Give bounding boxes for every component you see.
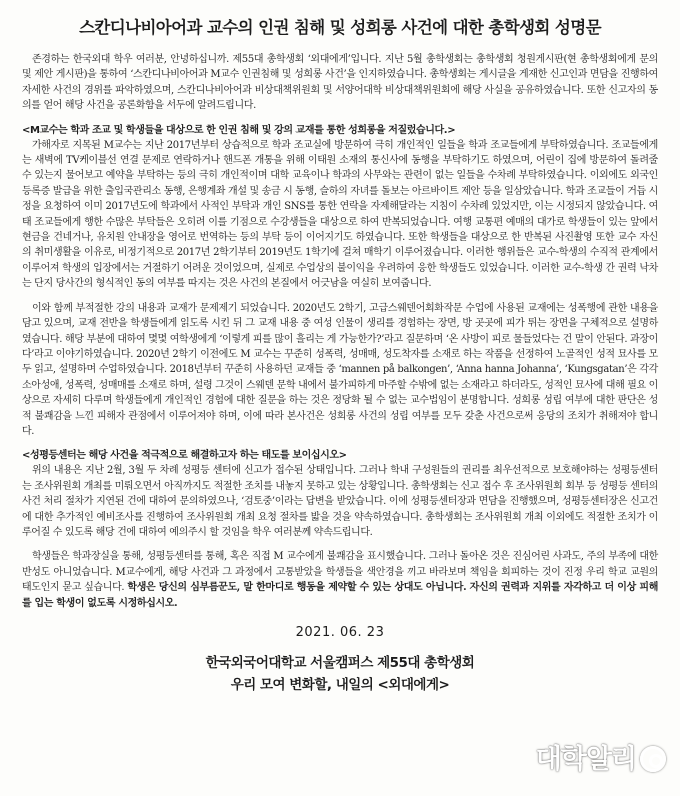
daehakalli-logo-icon (640, 746, 666, 772)
watermark-text: 대학알리 (535, 744, 636, 775)
signature-slogan: 우리 모여 변화할, 내일의 <외대에게> (230, 677, 450, 693)
section2-paragraph-2 (22, 549, 658, 611)
section1-paragraph-2: 이와 함께 부적절한 강의 내용과 교재가 문제제기 되었습니다. 2020년도 2학기, 고급스웨덴어회화작문 수업에 사용된 교재에는 성폭행에 관한 내용을 담고 있으며, 교재 전반을 학생들에게 읽도록 시킨 뒤 그 교재 내용 중 여성 인물이 생리를 경험하는 장면, 방 곳곳에 피가 튀는 장면을 구체적으로 설명하였습니다. 해당 부분에 대하여 몇몇 여학생에게 ‘이렇게 피를 많이 흘리는 게 가능한가?’라고 질문하며 ‘온 사방이 피로 물들었다는 건 말이 안된다. 과장이다’라고 이야기하였습니다. 2020년 2학기 이전에도 M 교수는 꾸준히 성폭력, 성매매, 성도착자를 소재로 하는 작품을 선정하여 노골적인 성적 묘사를 모두 읽고, 설명하며 수업하였습니다. 2018년부터 꾸준히 사용하던 교재들 중 ‘mannen på balkongen’, ‘Anna hanna Johanna’, ‘Kungsgatan’은 각각 소아성애, 성폭력, 성매매를 소재로 하며, 설령 그것이 스웨덴 문학 내에서 불가피하게 마주할 수밖에 없는 소재라고 하더라도, 성적인 묘사에 대해 필요 이상으로 자세히 다루며 학생들에게 개인적인 경험에 대한 질문을 하는 것은 정당화 될 수 없는 교수법임이 분명합니다. 성희롱 성립 여부에 대한 판단은 성적 불쾌감을 느낀 피해자 관점에서 이루어져야 하며, 이에 따라 본사건은 성희롱 사건의 성립 여부를 모두 갖춘 사건으로써 응당의 조치가 취해져야 합니다. (22, 302, 658, 437)
signature-organization: 한국외국어대학교 서울캠퍼스 제55대 총학생회 (205, 655, 475, 671)
section1-paragraph-1: 가해자로 지목된 M교수는 지난 2017년부터 상습적으로 학과 조교실에 방문하여 극히 개인적인 일들을 학과 조교들에게 부탁하였습니다. 조교들에게는 새벽에 TV케이블선 연결 문제로 연락하거나 핸드폰 개통을 위해 이태원 소재의 통신사에 동행을 부탁하기도 하였으며, 어린이 집에 방문하여 돌려줄 수 있는지 물어보고 예약을 부탁하는 등의 극히 개인적이며 대학 교육이나 학과의 사무와는 관련이 없는 일들을 수차례 부탁하였습니다. 이외에도 외국인 등록증 발급을 위한 출입국관리소 동행, 은행계좌 개설 및 송금 시 동행, 슬하의 자녀를 돌보는 아르바이트 제안 등을 일삼았습니다. 학과 조교들이 거듭 시정을 요청하여 이미 2017년도에 학과에서 사적인 부탁과 개인 SNS를 통한 연락을 자제해달라는 지침이 수차례 있었지만, 이는 시정되지 않았습니다. 여태 조교들에게 행한 수많은 부탁들은 오히려 이를 기점으로 수강생들을 대상으로 하여 반복되었습니다. 여행 교통편 예매의 대가로 학생들이 있는 앞에서 현금을 건네거나, 유치원 안내장을 영어로 번역하는 등의 부탁 등이 이어지기도 하였습니다. 또한 학생들을 대상으로 한 반복된 사진촬영 또한 교수 자신의 취미생활을 이유로, 비정기적으로 2017년 2학기부터 2019년도 1학기에 걸쳐 매학기 이루어졌습니다. 이러한 행위들은 교수-학생의 수직적 관계에서 이루어져 학생의 입장에서는 거절하기 어려운 것이었으며, 실제로 수업상의 불이익을 우려하여 응한 학생들도 있었습니다. 이러한 교수-학생 간 권력 낙차는 단지 당사간의 형식적인 동의 여부를 따지는 것은 사건의 본질에서 어긋남을 여실히 보여줍니다. (22, 139, 658, 290)
section1-heading: <M교수는 학과 조교 및 학생들을 대상으로 한 인권 침해 및 강의 교재를 통한 성희롱을 저질렀습니다.> (22, 124, 456, 136)
section2-paragraph-1: 위의 내용은 지난 2월, 3월 두 차례 성평등 센터에 신고가 접수된 상태입니다. 그러나 학내 구성원들의 권리를 최우선적으로 보호해야하는 성평등센터는 조사위원회 개최를 미뤄오면서 아직까지도 적절한 조치를 내놓지 못하고 있는 상황입니다. 총학생회는 신고 접수 후 조사위원회 회부 등 성평등 센터의 사건 처리 절차가 지연된 건에 대하여 문의하였으나, ‘검토중’이라는 답변을 받았습니다. 이에 성평등센터장과 면담을 진행했으며, 성평등센터장은 신고건에 대한 추가적인 예비조사를 진행하여 조사위원회 개최 요청 절차를 밟을 것을 약속하였습니다. 총학생회는 조사위원회 개최 이외에도 적절한 조치가 이루어질 수 있도록 해당 건에 대하여 예의주시 할 것임을 학우 여러분께 약속드립니다. (22, 465, 658, 538)
section2-paragraph-2-text: 학생들은 학과장실을 통해, 성평등센터를 통해, 혹은 직접 M 교수에게 불쾌감을 표시했습니다. 그러나 돌아온 것은 진심어린 사과도, 주의 부족에 대한 반성도 아니었습니다. M교수에게, 해당 사건과 그 과정에서 고통받았을 학생들을 색안경을 끼고 바라보며 책임을 회피하는 것이 진정 우리 학교 교원의 태도인지 묻고 싶습니다. (22, 551, 658, 594)
statement-date: 2021. 06. 23 (295, 625, 385, 640)
watermark (536, 737, 666, 776)
intro-paragraph: 존경하는 한국외대 학우 여러분, 안녕하십니까. 제55대 총학생회 ‘외대에게’입니다. 지난 5월 총학생회는 총학생회 청원게시판(현 총학생회에게 문의 및 제안 게시판)을 통하여 ‘스칸디나비아어과 M교수 인권침해 및 성희롱 사건’을 인지하였습니다. 총학생회는 게시글을 게재한 신고인과 면담을 진행하여 자세한 사건의 경위를 파악하였으며, 스칸디나비아어과 비상대책위원회 및 서양어대학 비상대책위원회에 해당 사실을 공유하였습니다. 또한 신고자의 동의를 얻어 해당 사건을 공론화함을 서두에 알려드립니다. (22, 54, 658, 112)
section2-paragraph-2-emphasis: 학생은 당신의 심부름꾼도, 말 한마디로 행동을 제약할 수 있는 상대도 아닙니다. 자신의 권력과 지위를 자각하고 더 이상 피해를 입는 학생이 없도록 시정하십시오. (22, 582, 658, 609)
document-title: 스칸디나비아어과 교수의 인권 침해 및 성희롱 사건에 대한 총학생회 성명문 (79, 18, 601, 37)
section2-heading: <성평등센터는 해당 사건을 적극적으로 해결하고자 하는 태도를 보이십시오> (22, 450, 347, 462)
